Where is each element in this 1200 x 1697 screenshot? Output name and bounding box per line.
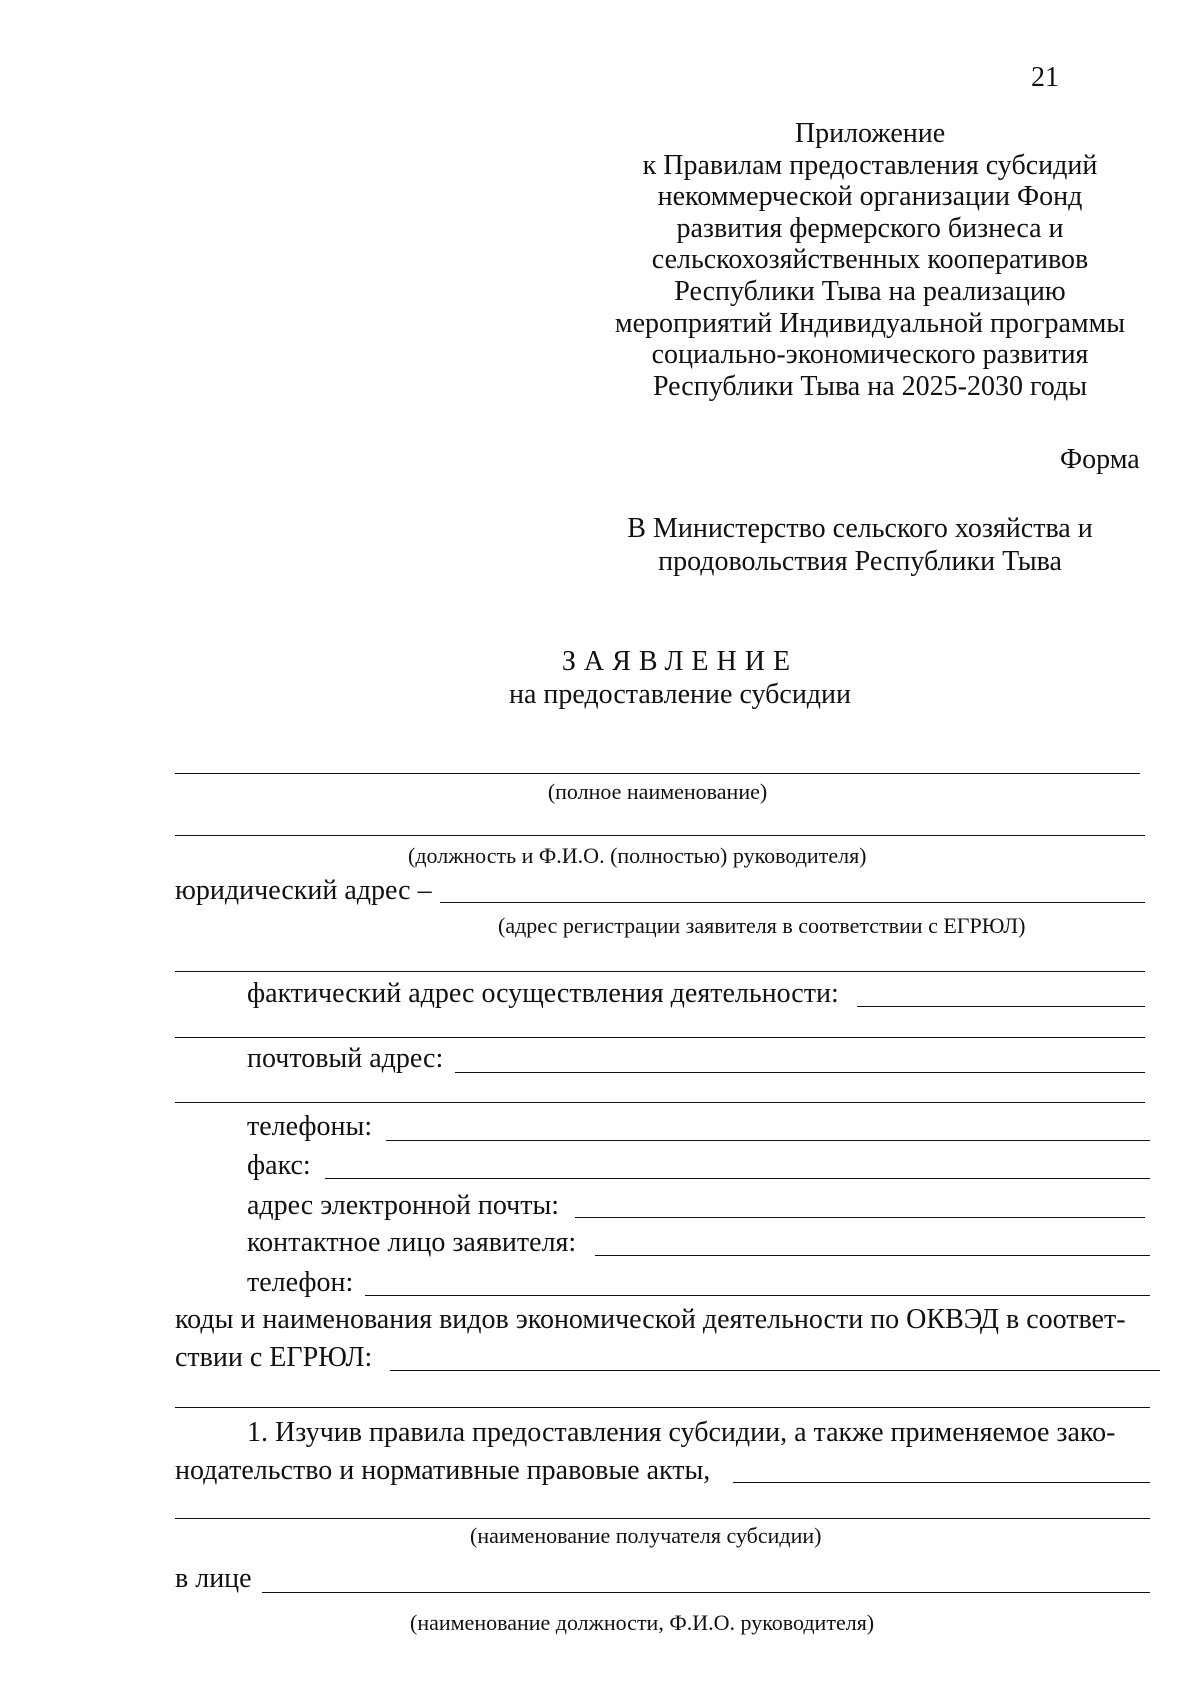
head-name-hint: (должность и Ф.И.О. (полностью) руководителя): [408, 843, 867, 868]
postal-address-label: почтовый адрес:: [247, 1043, 444, 1074]
position-name-hint: (наименование должности, Ф.И.О. руководителя): [410, 1610, 875, 1635]
fax-field[interactable]: [325, 1178, 1150, 1179]
full-name-hint: (полное наименование): [547, 779, 768, 804]
appendix-line: Республики Тыва на реализацию: [674, 275, 1066, 307]
okved-label-line1: коды и наименования видов экономической деятельности по ОКВЭД в соответ-: [175, 1304, 1126, 1335]
in-person-field[interactable]: [262, 1592, 1150, 1593]
appendix-line: мероприятий Индивидуальной программы: [614, 307, 1126, 339]
appendix-line: социально-экономического развития: [651, 339, 1089, 371]
addressee-line: В Министерство сельского хозяйства и: [627, 513, 1093, 544]
actual-address-label: фактический адрес осуществления деятельности:: [247, 978, 839, 1009]
contact-person-label: контактное лицо заявителя:: [247, 1227, 577, 1258]
email-label: адрес электронной почты:: [247, 1190, 560, 1221]
appendix-line: сельскохозяйственных кооперативов: [651, 244, 1089, 276]
appendix-line: к Правилам предоставления субсидий: [642, 149, 1098, 181]
para1-line2: нодательство и нормативные правовые акты,: [175, 1455, 711, 1486]
reg-address-hint: (адрес регистрации заявителя в соответствии с ЕГРЮЛ): [498, 913, 1026, 938]
recipient-name-field[interactable]: [175, 1518, 1150, 1519]
actual-address-field[interactable]: [857, 1006, 1145, 1007]
document-subtitle: на предоставление субсидии: [508, 679, 852, 710]
contact-person-field[interactable]: [595, 1255, 1150, 1256]
page-number: 21: [1031, 62, 1059, 93]
fax-label: факс:: [247, 1150, 311, 1181]
legal-address-label: юридический адрес –: [175, 875, 432, 906]
head-name-field[interactable]: [175, 835, 1145, 836]
appendix-line: развития фермерского бизнеса и: [676, 212, 1064, 244]
postal-address-continuation-field[interactable]: [175, 1102, 1145, 1103]
appendix-block: [600, 118, 1140, 402]
appendix-line: Приложение: [794, 118, 946, 149]
addressee-line: продовольствия Республики Тыва: [658, 546, 1062, 577]
phones-label: телефоны:: [247, 1111, 373, 1142]
appendix-line: Республики Тыва на 2025-2030 годы: [652, 370, 1088, 402]
document-title: ЗАЯВЛЕНИЕ: [561, 646, 799, 677]
recipient-name-hint: (наименование получателя субсидии): [470, 1523, 822, 1548]
para1-field[interactable]: [733, 1482, 1150, 1483]
in-person-label: в лице: [175, 1563, 252, 1594]
legal-address-continuation-field[interactable]: [175, 971, 1145, 972]
form-label: Форма: [1060, 444, 1140, 475]
full-name-field[interactable]: [175, 773, 1140, 774]
okved-label-line2: ствии с ЕГРЮЛ:: [175, 1342, 373, 1373]
phone-label: телефон:: [247, 1267, 354, 1298]
postal-address-field[interactable]: [455, 1072, 1145, 1073]
okved-continuation-field[interactable]: [175, 1407, 1150, 1408]
legal-address-field[interactable]: [440, 902, 1145, 903]
actual-address-continuation-field[interactable]: [175, 1037, 1145, 1038]
appendix-line: некоммерческой организации Фонд: [657, 181, 1083, 213]
addressee-block: [600, 512, 1120, 578]
email-field[interactable]: [575, 1217, 1145, 1218]
okved-field[interactable]: [390, 1370, 1160, 1371]
phone-field[interactable]: [365, 1295, 1150, 1296]
para1-line1: 1. Изучив правила предоставления субсидии, а также применяемое зако-: [247, 1417, 1116, 1448]
phones-field[interactable]: [386, 1140, 1150, 1141]
